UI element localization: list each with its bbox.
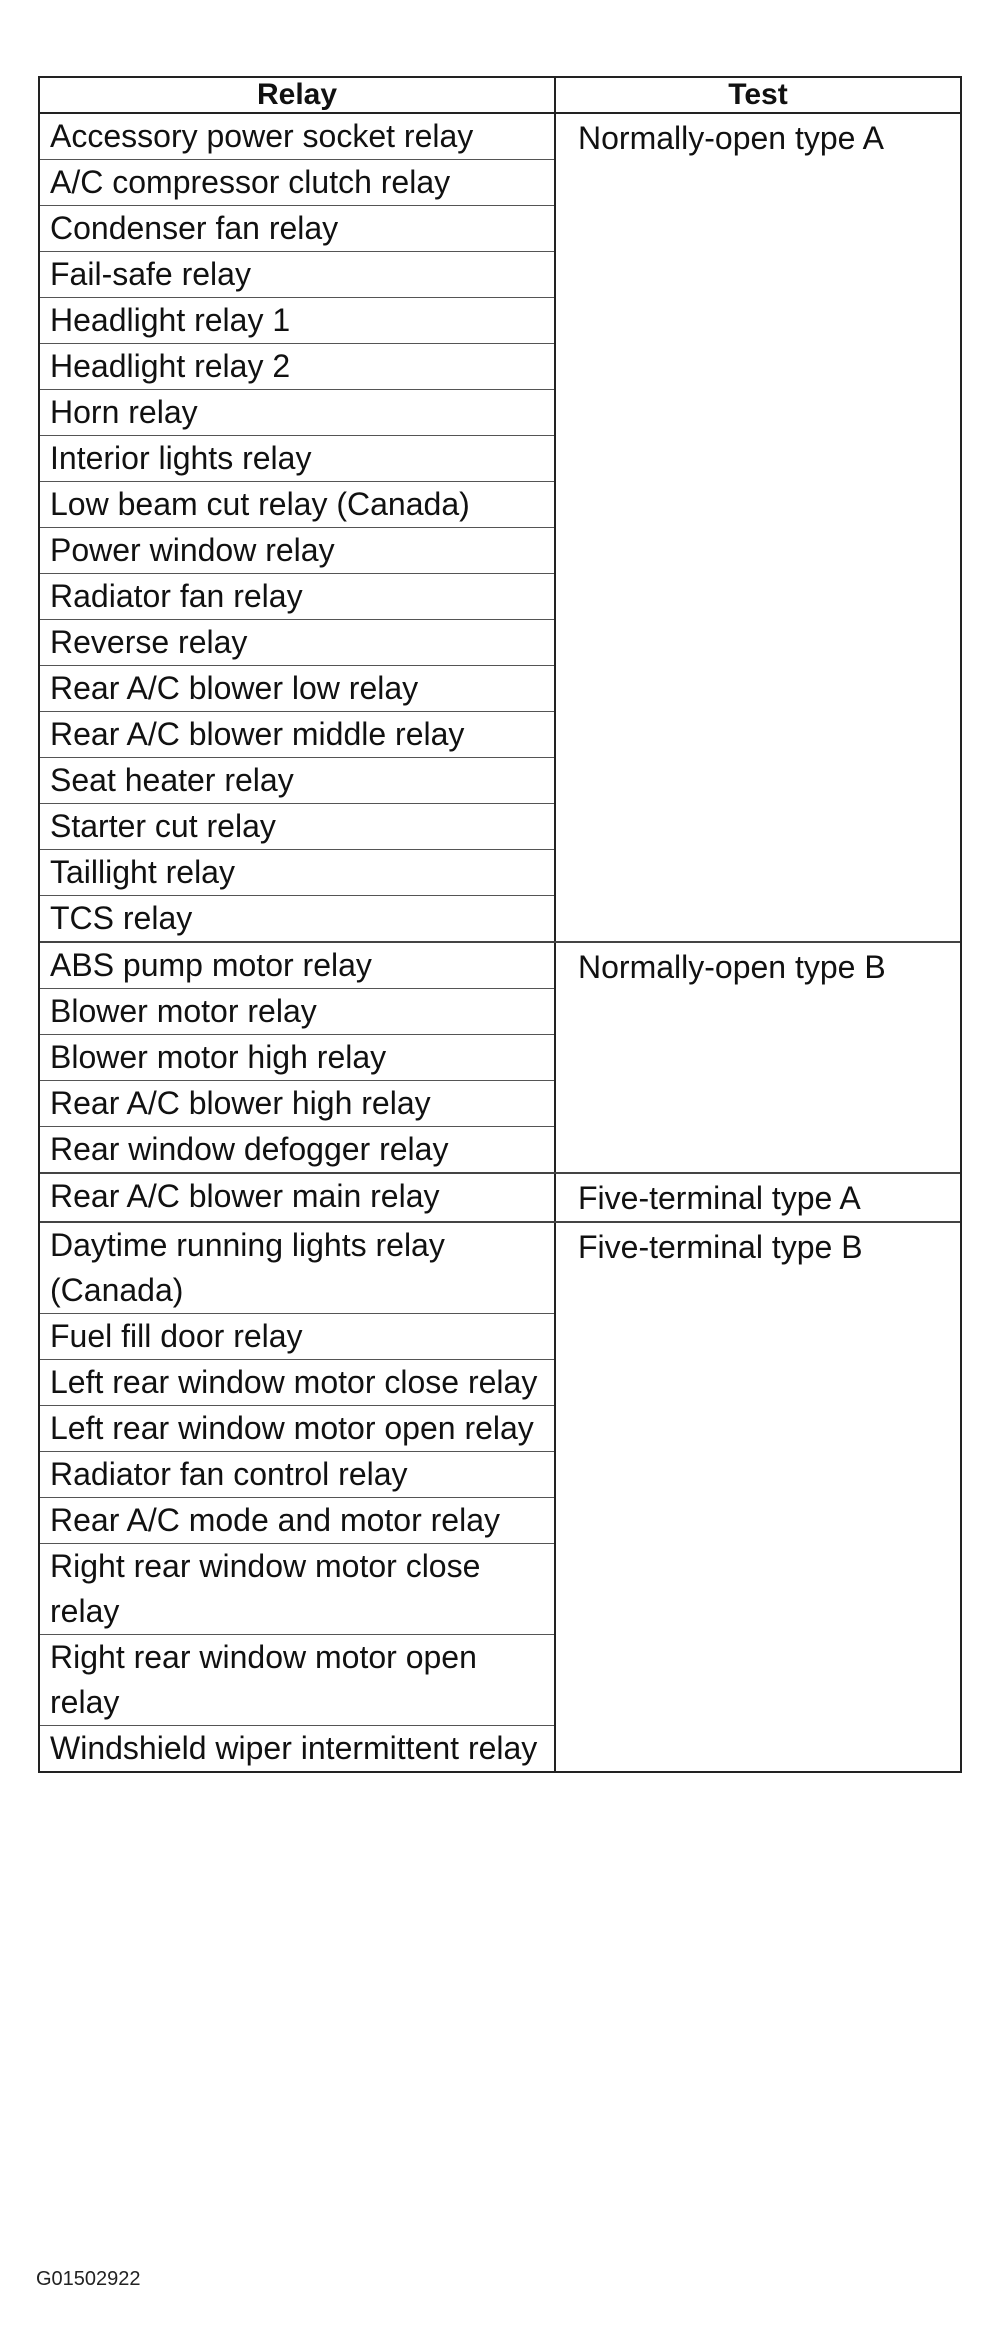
figure-code: G01502922 <box>36 2268 141 2290</box>
test-column-header: Test <box>556 78 960 114</box>
relay-group <box>40 1223 960 1771</box>
relay-group <box>40 1174 960 1223</box>
relay-name: Left rear window motor close relay <box>40 1360 554 1406</box>
relay-name: Rear A/C blower high relay <box>40 1081 554 1127</box>
relay-name: Seat heater relay <box>40 758 554 804</box>
table-body <box>40 114 960 1771</box>
relay-test-table <box>38 76 962 1773</box>
relay-name: Fuel fill door relay <box>40 1314 554 1360</box>
relay-name: Rear A/C blower main relay <box>50 1178 440 1214</box>
relay-name: Rear A/C blower low relay <box>40 666 554 712</box>
relay-name: Accessory power socket relay <box>40 114 554 160</box>
relay-name: A/C compressor clutch relay <box>40 160 554 206</box>
relay-name: Blower motor high relay <box>40 1035 554 1081</box>
relay-name: Radiator fan control relay <box>40 1452 554 1498</box>
relay-list <box>40 943 556 1172</box>
table-header-row <box>40 78 960 114</box>
relay-name: TCS relay <box>50 900 193 936</box>
relay-name: Rear A/C blower middle relay <box>40 712 554 758</box>
test-type: Five-terminal type B <box>578 1229 863 1265</box>
relay-name: Interior lights relay <box>40 436 554 482</box>
relay-name: Headlight relay 2 <box>40 344 554 390</box>
test-type: Five-terminal type A <box>578 1180 861 1216</box>
relay-list <box>40 1223 556 1771</box>
relay-name: Starter cut relay <box>40 804 554 850</box>
relay-name: Radiator fan relay <box>40 574 554 620</box>
relay-name: ABS pump motor relay <box>40 943 554 989</box>
relay-name: Taillight relay <box>40 850 554 896</box>
relay-name: Rear A/C mode and motor relay <box>40 1498 554 1544</box>
relay-name: Rear window defogger relay <box>50 1131 449 1167</box>
relay-name: Reverse relay <box>40 620 554 666</box>
relay-name: Power window relay <box>40 528 554 574</box>
relay-name: Headlight relay 1 <box>40 298 554 344</box>
test-type: Normally-open type A <box>578 120 884 156</box>
relay-name: Blower motor relay <box>40 989 554 1035</box>
relay-column-header: Relay <box>40 78 556 114</box>
relay-name: Daytime running lights relay (Canada) <box>40 1223 554 1314</box>
relay-group <box>40 114 960 943</box>
relay-list <box>40 1174 556 1221</box>
relay-name: Windshield wiper intermittent relay <box>50 1730 538 1766</box>
relay-group <box>40 943 960 1174</box>
test-type: Normally-open type B <box>578 949 886 985</box>
relay-list <box>40 114 556 941</box>
relay-name: Low beam cut relay (Canada) <box>40 482 554 528</box>
relay-name: Right rear window motor open relay <box>40 1635 554 1726</box>
relay-name: Fail-safe relay <box>40 252 554 298</box>
relay-name: Horn relay <box>40 390 554 436</box>
relay-name: Right rear window motor close relay <box>40 1544 554 1635</box>
relay-name: Left rear window motor open relay <box>40 1406 554 1452</box>
relay-name: Condenser fan relay <box>40 206 554 252</box>
